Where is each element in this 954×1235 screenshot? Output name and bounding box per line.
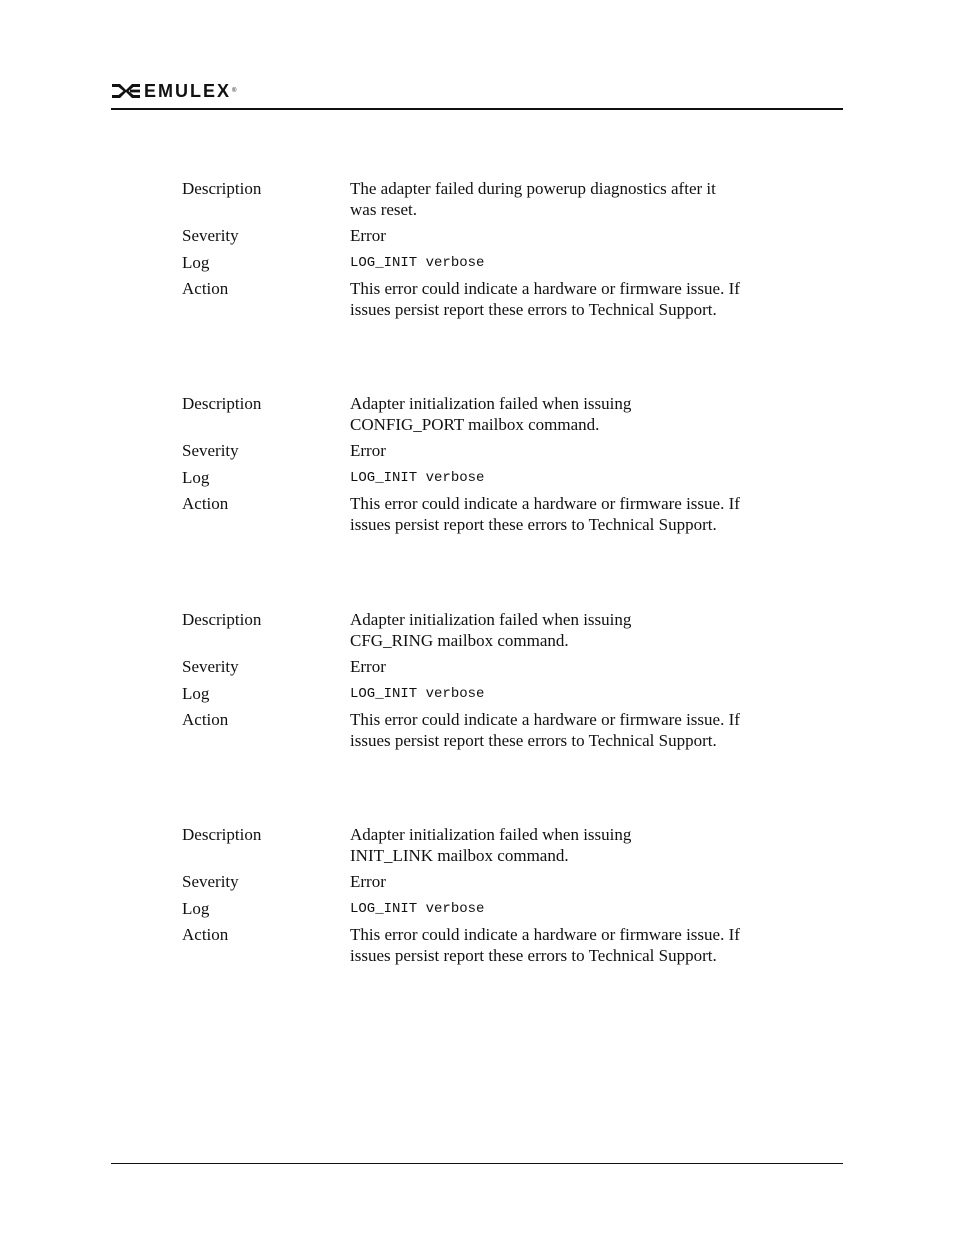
emulex-logo-icon [111,82,141,100]
log-row [182,684,742,705]
action-label: Action [182,710,229,729]
log-label: Log [182,467,210,487]
severity-label: Severity [182,657,239,676]
log-label: Log [182,898,210,918]
action-row [182,494,742,535]
action-label: Action [182,925,229,944]
action-row [182,925,742,966]
description-label: Description [182,394,262,413]
action-value: This error could indicate a hardware or firmware issue. If issues persist report these errors to Technical Support. [350,925,740,965]
description-label: Description [182,610,262,629]
severity-row [182,657,742,678]
description-row [182,179,742,220]
emulex-logo [111,81,236,101]
page-header [111,78,843,109]
log-label: Log [182,252,210,272]
severity-value: Error [350,657,386,676]
description-value: The adapter failed during powerup diagnostics after it was reset. [350,179,716,219]
severity-value: Error [350,441,386,460]
log-row [182,899,742,920]
action-row [182,710,742,751]
action-value: This error could indicate a hardware or firmware issue. If issues persist report these errors to Technical Support. [350,279,740,319]
description-label: Description [182,825,262,844]
severity-row [182,441,742,462]
description-row [182,394,742,435]
severity-value: Error [350,226,386,245]
description-row [182,825,742,866]
message-entry [182,610,742,757]
log-value: LOG_INIT verbose [350,469,485,486]
description-row [182,610,742,651]
description-label: Description [182,179,262,198]
severity-row [182,226,742,247]
log-value: LOG_INIT verbose [350,685,485,702]
severity-label: Severity [182,872,239,891]
message-entry [182,179,742,326]
log-value: LOG_INIT verbose [350,900,485,917]
severity-value: Error [350,872,386,891]
log-row [182,468,742,489]
logo-wordmark: EMULEX [144,81,232,101]
log-label: Log [182,683,210,703]
description-value: Adapter initialization failed when issuing CFG_RING mailbox command. [350,610,632,650]
action-row [182,279,742,320]
log-value: LOG_INIT verbose [350,254,485,271]
action-label: Action [182,494,229,513]
footer-rule [111,1163,843,1164]
action-value: This error could indicate a hardware or firmware issue. If issues persist report these errors to Technical Support. [350,710,740,750]
message-entry [182,394,742,541]
description-value: Adapter initialization failed when issuing CONFIG_PORT mailbox command. [350,394,632,434]
description-value: Adapter initialization failed when issuing INIT_LINK mailbox command. [350,825,632,865]
header-rule [111,108,843,110]
logo-trademark: ® [232,88,237,94]
action-label: Action [182,279,229,298]
message-entry [182,825,742,972]
severity-label: Severity [182,441,239,460]
log-row [182,253,742,274]
severity-label: Severity [182,226,239,245]
action-value: This error could indicate a hardware or firmware issue. If issues persist report these errors to Technical Support. [350,494,740,534]
severity-row [182,872,742,893]
